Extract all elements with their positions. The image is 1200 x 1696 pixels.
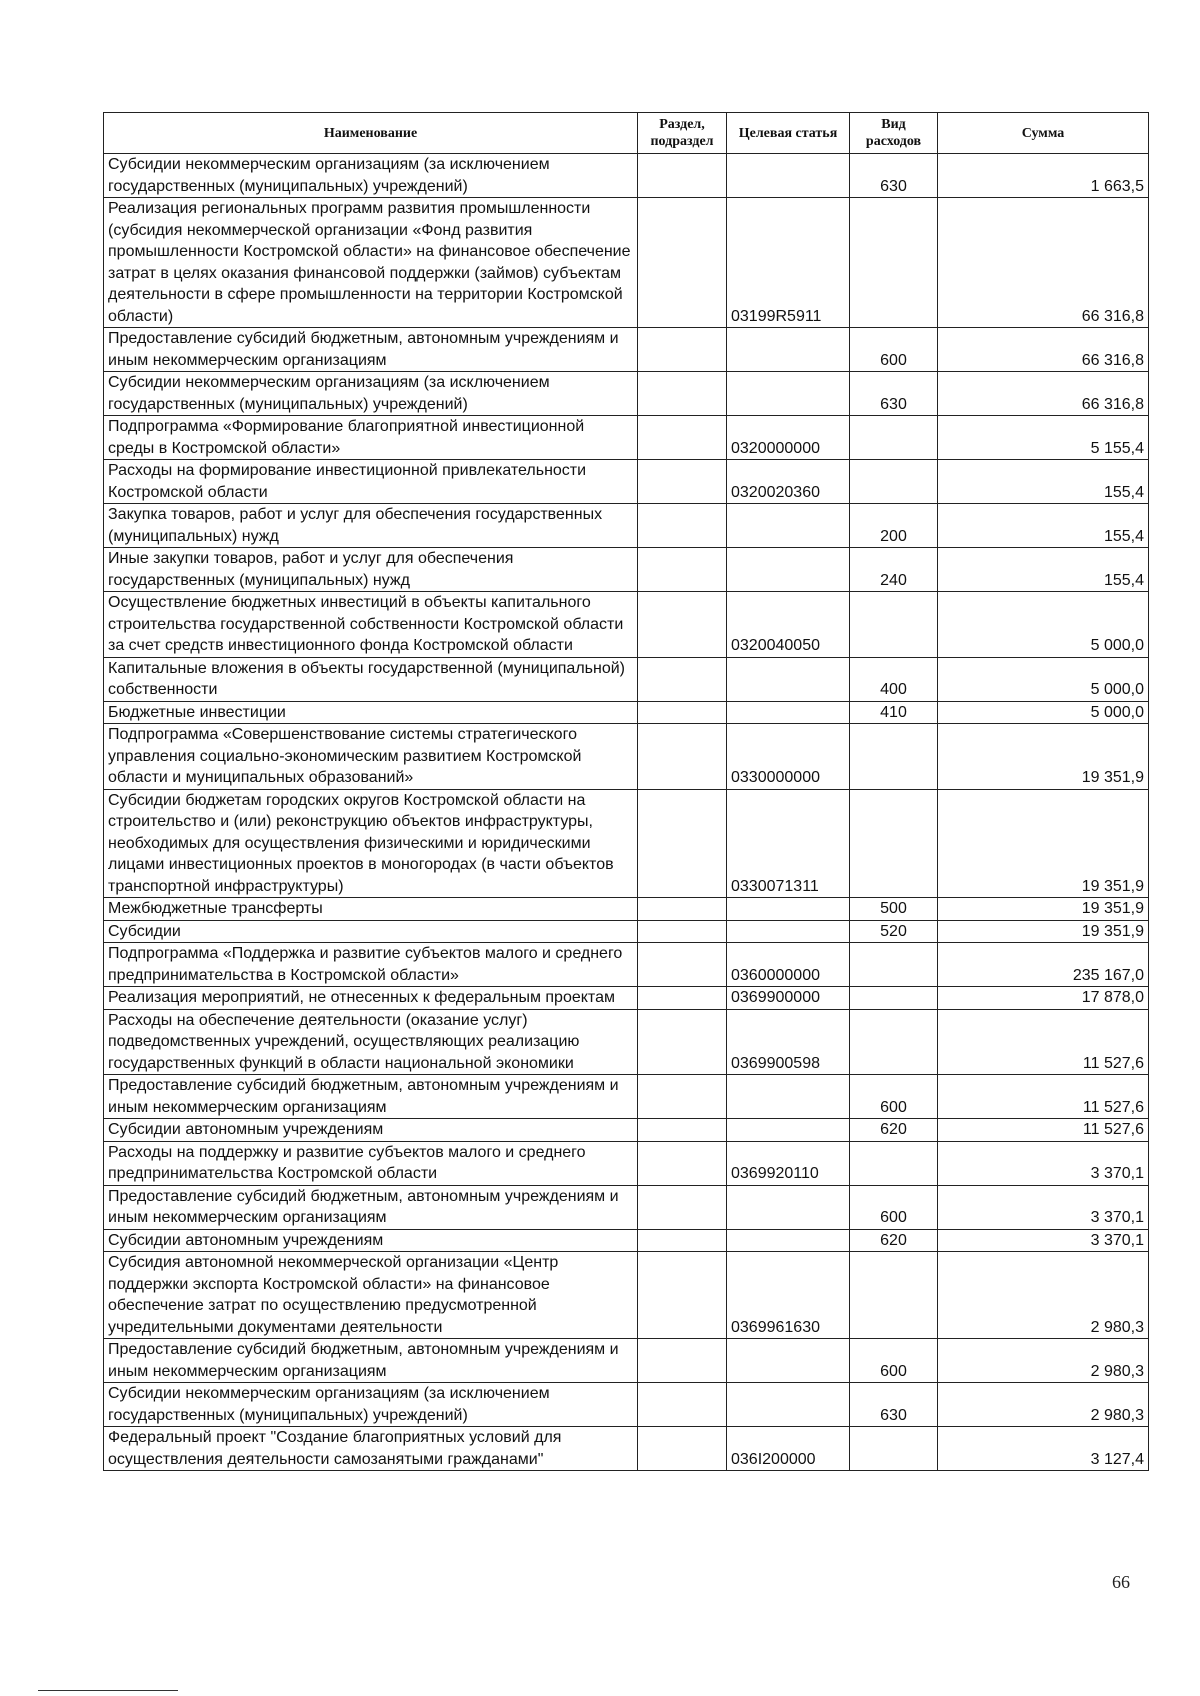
table-row xyxy=(104,416,1149,460)
table-row xyxy=(104,1075,1149,1119)
cell-section xyxy=(638,372,727,416)
cell-target xyxy=(727,1229,850,1252)
cell-kind: 630 xyxy=(850,372,938,416)
cell-target xyxy=(727,328,850,372)
table-row xyxy=(104,1119,1149,1142)
cell-section xyxy=(638,1075,727,1119)
cell-name: Иные закупки товаров, работ и услуг для обеспечения государственных (муниципальных) нужд xyxy=(104,548,638,592)
cell-name: Межбюджетные трансферты xyxy=(104,898,638,921)
cell-kind xyxy=(850,592,938,658)
table-row xyxy=(104,724,1149,790)
table-row xyxy=(104,548,1149,592)
cell-sum: 235 167,0 xyxy=(938,943,1149,987)
cell-section xyxy=(638,592,727,658)
cell-name: Закупка товаров, работ и услуг для обеспечения государственных (муниципальных) нужд xyxy=(104,504,638,548)
budget-table xyxy=(103,112,1149,1471)
cell-target xyxy=(727,154,850,198)
cell-kind: 600 xyxy=(850,1185,938,1229)
cell-sum: 155,4 xyxy=(938,460,1149,504)
cell-section xyxy=(638,548,727,592)
table-row xyxy=(104,701,1149,724)
cell-target xyxy=(727,548,850,592)
cell-sum: 155,4 xyxy=(938,548,1149,592)
cell-name: Расходы на поддержку и развитие субъектов малого и среднего предпринимательства Костромской области xyxy=(104,1141,638,1185)
cell-kind: 240 xyxy=(850,548,938,592)
cell-target: 0369900598 xyxy=(727,1009,850,1075)
cell-kind: 620 xyxy=(850,1119,938,1142)
cell-section xyxy=(638,198,727,328)
table-row xyxy=(104,789,1149,898)
cell-target xyxy=(727,920,850,943)
cell-sum: 17 878,0 xyxy=(938,987,1149,1010)
cell-kind xyxy=(850,724,938,790)
cell-section xyxy=(638,1383,727,1427)
cell-sum: 5 000,0 xyxy=(938,592,1149,658)
cell-name: Предоставление субсидий бюджетным, автономным учреждениям и иным некоммерческим организациям xyxy=(104,1075,638,1119)
cell-sum: 11 527,6 xyxy=(938,1075,1149,1119)
cell-section xyxy=(638,920,727,943)
cell-name: Расходы на формирование инвестиционной привлекательности Костромской области xyxy=(104,460,638,504)
cell-section xyxy=(638,460,727,504)
cell-section xyxy=(638,724,727,790)
table-row xyxy=(104,1427,1149,1471)
cell-target xyxy=(727,1339,850,1383)
cell-sum: 66 316,8 xyxy=(938,198,1149,328)
table-body xyxy=(104,154,1149,1471)
cell-kind: 520 xyxy=(850,920,938,943)
cell-section xyxy=(638,1119,727,1142)
cell-section xyxy=(638,1185,727,1229)
cell-target: 0360000000 xyxy=(727,943,850,987)
cell-sum: 3 370,1 xyxy=(938,1141,1149,1185)
cell-section xyxy=(638,1339,727,1383)
cell-section xyxy=(638,328,727,372)
header-section: Раздел, подраздел xyxy=(638,113,727,154)
table-row xyxy=(104,1252,1149,1339)
cell-target xyxy=(727,898,850,921)
cell-section xyxy=(638,789,727,898)
cell-name: Предоставление субсидий бюджетным, автономным учреждениям и иным некоммерческим организациям xyxy=(104,328,638,372)
cell-section xyxy=(638,1252,727,1339)
cell-target: 0330071311 xyxy=(727,789,850,898)
cell-section xyxy=(638,1009,727,1075)
cell-section xyxy=(638,416,727,460)
cell-section xyxy=(638,943,727,987)
cell-target: 0369961630 xyxy=(727,1252,850,1339)
table-row xyxy=(104,504,1149,548)
cell-sum: 3 127,4 xyxy=(938,1427,1149,1471)
cell-target: 03199R5911 xyxy=(727,198,850,328)
cell-name: Предоставление субсидий бюджетным, автономным учреждениям и иным некоммерческим организациям xyxy=(104,1339,638,1383)
cell-name: Предоставление субсидий бюджетным, автономным учреждениям и иным некоммерческим организациям xyxy=(104,1185,638,1229)
table-row xyxy=(104,198,1149,328)
cell-kind: 630 xyxy=(850,1383,938,1427)
cell-section xyxy=(638,1427,727,1471)
cell-kind xyxy=(850,460,938,504)
cell-section xyxy=(638,154,727,198)
page-number: 66 xyxy=(1112,1572,1130,1592)
cell-section xyxy=(638,1141,727,1185)
table-row xyxy=(104,1141,1149,1185)
cell-sum: 19 351,9 xyxy=(938,920,1149,943)
table-row xyxy=(104,328,1149,372)
table-row xyxy=(104,943,1149,987)
cell-sum: 19 351,9 xyxy=(938,898,1149,921)
cell-sum: 3 370,1 xyxy=(938,1185,1149,1229)
table-row xyxy=(104,1185,1149,1229)
table-row xyxy=(104,1383,1149,1427)
cell-target xyxy=(727,1075,850,1119)
table-row xyxy=(104,372,1149,416)
cell-kind xyxy=(850,987,938,1010)
table-row xyxy=(104,898,1149,921)
cell-target xyxy=(727,657,850,701)
cell-name: Бюджетные инвестиции xyxy=(104,701,638,724)
cell-name: Субсидии некоммерческим организациям (за исключением государственных (муниципальных) учреждений) xyxy=(104,154,638,198)
cell-sum: 1 663,5 xyxy=(938,154,1149,198)
cell-sum: 2 980,3 xyxy=(938,1339,1149,1383)
cell-kind: 600 xyxy=(850,1339,938,1383)
cell-kind: 200 xyxy=(850,504,938,548)
cell-name: Осуществление бюджетных инвестиций в объекты капитального строительства государственной собственности Костромской области за счет средств инвестиционного фонда Костромской области xyxy=(104,592,638,658)
cell-kind xyxy=(850,198,938,328)
cell-target xyxy=(727,1185,850,1229)
cell-name: Субсидии некоммерческим организациям (за исключением государственных (муниципальных) учреждений) xyxy=(104,1383,638,1427)
cell-kind: 600 xyxy=(850,328,938,372)
cell-name: Подпрограмма «Совершенствование системы стратегического управления социально-экономическим развитием Костромской области и муниципальных образований» xyxy=(104,724,638,790)
cell-name: Реализация мероприятий, не отнесенных к федеральным проектам xyxy=(104,987,638,1010)
cell-target: 0369920110 xyxy=(727,1141,850,1185)
cell-kind xyxy=(850,1252,938,1339)
cell-section xyxy=(638,657,727,701)
cell-section xyxy=(638,1229,727,1252)
cell-sum: 2 980,3 xyxy=(938,1252,1149,1339)
cell-target: 0320000000 xyxy=(727,416,850,460)
cell-name: Подпрограмма «Поддержка и развитие субъектов малого и среднего предпринимательства в Костромской области» xyxy=(104,943,638,987)
cell-name: Капитальные вложения в объекты государственной (муниципальной) собственности xyxy=(104,657,638,701)
cell-name: Субсидии автономным учреждениям xyxy=(104,1229,638,1252)
cell-name: Субсидии некоммерческим организациям (за исключением государственных (муниципальных) учреждений) xyxy=(104,372,638,416)
cell-kind: 620 xyxy=(850,1229,938,1252)
cell-name: Реализация региональных программ развития промышленности (субсидия некоммерческой организации «Фонд развития промышленности Костромской области» на финансовое обеспечение затрат в целях оказания финансовой поддержки (займов) субъектам деятельности в сфере промышленности на территории Костромской области) xyxy=(104,198,638,328)
cell-section xyxy=(638,504,727,548)
cell-name: Расходы на обеспечение деятельности (оказание услуг) подведомственных учреждений, осуществляющих реализацию государственных функций в области национальной экономики xyxy=(104,1009,638,1075)
cell-target: 0330000000 xyxy=(727,724,850,790)
cell-sum: 5 000,0 xyxy=(938,657,1149,701)
cell-target: 0369900000 xyxy=(727,987,850,1010)
cell-name: Подпрограмма «Формирование благоприятной инвестиционной среды в Костромской области» xyxy=(104,416,638,460)
table-row xyxy=(104,1339,1149,1383)
cell-kind: 630 xyxy=(850,154,938,198)
table-row xyxy=(104,920,1149,943)
cell-sum: 66 316,8 xyxy=(938,372,1149,416)
cell-kind: 600 xyxy=(850,1075,938,1119)
cell-sum: 11 527,6 xyxy=(938,1009,1149,1075)
cell-name: Субсидия автономной некоммерческой организации «Центр поддержки экспорта Костромской области» на финансовое обеспечение затрат по осуществлению предусмотренной учредительными документами деятельности xyxy=(104,1252,638,1339)
cell-target xyxy=(727,1119,850,1142)
cell-kind: 500 xyxy=(850,898,938,921)
cell-kind: 400 xyxy=(850,657,938,701)
table-row xyxy=(104,987,1149,1010)
cell-target xyxy=(727,504,850,548)
cell-name: Субсидии бюджетам городских округов Костромской области на строительство и (или) реконструкцию объектов инфраструктуры, необходимых для осуществления физическими и юридическими лицами инвестиционных проектов в моногородах (в части объектов транспортной инфраструктуры) xyxy=(104,789,638,898)
table-header-row xyxy=(104,113,1149,154)
footer-rule xyxy=(38,1690,178,1691)
cell-target xyxy=(727,372,850,416)
cell-section xyxy=(638,701,727,724)
cell-target: 0320040050 xyxy=(727,592,850,658)
cell-sum: 19 351,9 xyxy=(938,724,1149,790)
cell-kind xyxy=(850,943,938,987)
cell-target xyxy=(727,1383,850,1427)
header-target: Целевая статья xyxy=(727,113,850,154)
table-row xyxy=(104,154,1149,198)
table-row xyxy=(104,1229,1149,1252)
header-kind: Вид расходов xyxy=(850,113,938,154)
cell-sum: 155,4 xyxy=(938,504,1149,548)
cell-kind xyxy=(850,1141,938,1185)
cell-section xyxy=(638,987,727,1010)
cell-kind xyxy=(850,1427,938,1471)
cell-kind: 410 xyxy=(850,701,938,724)
cell-name: Субсидии xyxy=(104,920,638,943)
cell-sum: 11 527,6 xyxy=(938,1119,1149,1142)
cell-name: Федеральный проект "Создание благоприятных условий для осуществления деятельности самозанятыми гражданами" xyxy=(104,1427,638,1471)
cell-kind xyxy=(850,789,938,898)
cell-sum: 5 000,0 xyxy=(938,701,1149,724)
table-row xyxy=(104,460,1149,504)
cell-kind xyxy=(850,416,938,460)
cell-target xyxy=(727,701,850,724)
cell-sum: 66 316,8 xyxy=(938,328,1149,372)
table-row xyxy=(104,657,1149,701)
cell-target: 0320020360 xyxy=(727,460,850,504)
cell-sum: 19 351,9 xyxy=(938,789,1149,898)
table-row xyxy=(104,592,1149,658)
header-name: Наименование xyxy=(104,113,638,154)
cell-target: 036I200000 xyxy=(727,1427,850,1471)
table-row xyxy=(104,1009,1149,1075)
cell-kind xyxy=(850,1009,938,1075)
cell-sum: 3 370,1 xyxy=(938,1229,1149,1252)
cell-sum: 5 155,4 xyxy=(938,416,1149,460)
cell-sum: 2 980,3 xyxy=(938,1383,1149,1427)
header-sum: Сумма xyxy=(938,113,1149,154)
cell-name: Субсидии автономным учреждениям xyxy=(104,1119,638,1142)
cell-section xyxy=(638,898,727,921)
